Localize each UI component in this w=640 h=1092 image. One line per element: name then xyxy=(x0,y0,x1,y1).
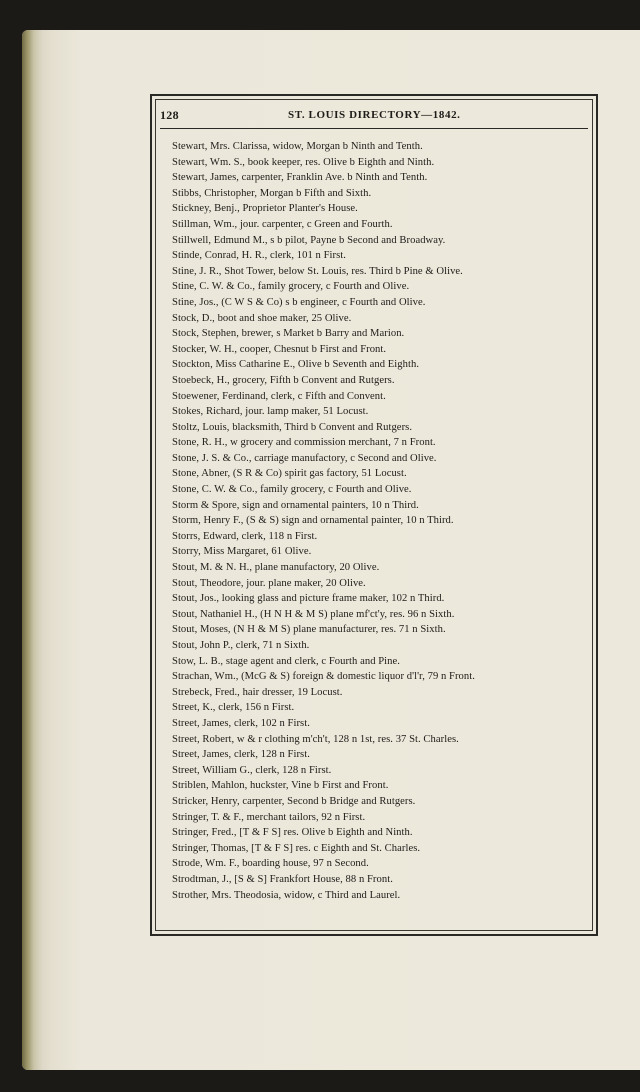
header-rule xyxy=(160,128,588,129)
directory-entry: Stone, C. W. & Co., family grocery, c Fourth and Olive. xyxy=(172,484,412,496)
directory-entry: Stout, M. & N. H., plane manufactory, 20 Olive. xyxy=(172,562,380,574)
directory-entry: Stow, L. B., stage agent and clerk, c Fourth and Pine. xyxy=(172,655,400,667)
directory-entry: Street, Robert, w & r clothing m'ch't, 128 n 1st, res. 37 St. Charles. xyxy=(172,733,459,745)
directory-entry: Stoewener, Ferdinand, clerk, c Fifth and Convent. xyxy=(172,390,386,402)
directory-entry: Stout, Theodore, jour. plane maker, 20 Olive. xyxy=(172,577,366,589)
directory-entry: Strachan, Wm., (McG & S) foreign & domestic liquor d'l'r, 79 n Front. xyxy=(172,671,475,683)
directory-entry: Stewart, Mrs. Clarissa, widow, Morgan b Ninth and Tenth. xyxy=(172,141,423,152)
directory-entry: Stone, R. H., w grocery and commission merchant, 7 n Front. xyxy=(172,437,436,449)
directory-entry: Stickney, Benj., Proprietor Planter's House. xyxy=(172,203,358,215)
directory-entry: Stoltz, Louis, blacksmith, Third b Convent and Rutgers. xyxy=(172,421,413,433)
directory-entry: Storrs, Edward, clerk, 118 n First. xyxy=(172,530,318,542)
directory-entry: Street, K., clerk, 156 n First. xyxy=(172,702,295,714)
directory-entry: Stout, Jos., looking glass and picture frame maker, 102 n Third. xyxy=(172,593,445,605)
directory-entry: Stoebeck, H., grocery, Fifth b Convent and Rutgers. xyxy=(172,374,395,386)
directory-entry: Stock, Stephen, brewer, s Market b Barry and Marion. xyxy=(172,328,405,340)
directory-entry: Stine, Jos., (C W S & Co) s b engineer, c Fourth and Olive. xyxy=(172,296,426,308)
directory-entries xyxy=(172,139,584,903)
directory-entry: Storry, Miss Margaret, 61 Olive. xyxy=(172,546,312,558)
directory-entry: Strode, Wm. F., boarding house, 97 n Second. xyxy=(172,858,369,870)
directory-entry: Strother, Mrs. Theodosia, widow, c Third and Laurel. xyxy=(172,889,401,901)
directory-entry: Stinde, Conrad, H. R., clerk, 101 n First. xyxy=(172,250,346,262)
directory-entry: Stockton, Miss Catharine E., Olive b Seventh and Eighth. xyxy=(172,359,420,371)
directory-entry: Strebeck, Fred., hair dresser, 19 Locust. xyxy=(172,686,343,698)
directory-entry: Street, William G., clerk, 128 n First. xyxy=(172,764,332,776)
directory-entry: Striblen, Mahlon, huckster, Vine b First and Front. xyxy=(172,780,389,792)
directory-entry: Stewart, Wm. S., book keeper, res. Olive b Eighth and Ninth. xyxy=(172,156,435,168)
directory-entry: Stock, D., boot and shoe maker, 25 Olive. xyxy=(172,312,352,324)
directory-entry: Stibbs, Christopher, Morgan b Fifth and Sixth. xyxy=(172,187,372,199)
directory-entry: Stout, Moses, (N H & M S) plane manufacturer, res. 71 n Sixth. xyxy=(172,624,446,636)
directory-entry: Storm, Henry F., (S & S) sign and ornamental painter, 10 n Third. xyxy=(172,515,454,527)
page-number: 128 xyxy=(160,108,179,122)
directory-entry: Stokes, Richard, jour. lamp maker, 51 Locust. xyxy=(172,406,369,418)
directory-entry: Stringer, Thomas, [T & F S] res. c Eighth and St. Charles. xyxy=(172,842,421,854)
directory-entry: Stone, J. S. & Co., carriage manufactory, c Second and Olive. xyxy=(172,452,437,464)
directory-entry: Stillwell, Edmund M., s b pilot, Payne b Second and Broadway. xyxy=(172,234,446,246)
directory-entry: Stewart, James, carpenter, Franklin Ave. b Ninth and Tenth. xyxy=(172,172,428,184)
directory-entry: Stine, C. W. & Co., family grocery, c Fourth and Olive. xyxy=(172,281,410,293)
running-title: ST. LOUIS DIRECTORY—1842. xyxy=(288,109,461,121)
directory-entry: Street, James, clerk, 128 n First. xyxy=(172,749,310,761)
directory-entry: Stocker, W. H., cooper, Chesnut b First and Front. xyxy=(172,343,387,355)
directory-entry: Stringer, Fred., [T & F S] res. Olive b Eighth and Ninth. xyxy=(172,827,413,839)
directory-entry: Stillman, Wm., jour. carpenter, c Green and Fourth. xyxy=(172,218,393,230)
directory-entry: Stine, J. R., Shot Tower, below St. Louis, res. Third b Pine & Olive. xyxy=(172,265,463,277)
directory-entry: Stout, John P., clerk, 71 n Sixth. xyxy=(172,640,310,651)
directory-entry: Stringer, T. & F., merchant tailors, 92 n First. xyxy=(172,811,366,823)
page-header xyxy=(160,106,588,126)
directory-entry: Stricker, Henry, carpenter, Second b Bridge and Rutgers. xyxy=(172,795,416,807)
directory-entry: Street, James, clerk, 102 n First. xyxy=(172,717,310,729)
directory-entry: Stout, Nathaniel H., (H N H & M S) plane mf'ct'y, res. 96 n Sixth. xyxy=(172,608,455,620)
directory-entry: Stone, Abner, (S R & Co) spirit gas factory, 51 Locust. xyxy=(172,468,407,480)
directory-entry: Strodtman, J., [S & S] Frankfort House, 88 n Front. xyxy=(172,873,393,885)
directory-entry: Storm & Spore, sign and ornamental painters, 10 n Third. xyxy=(172,499,419,511)
book-spine xyxy=(22,30,42,1070)
